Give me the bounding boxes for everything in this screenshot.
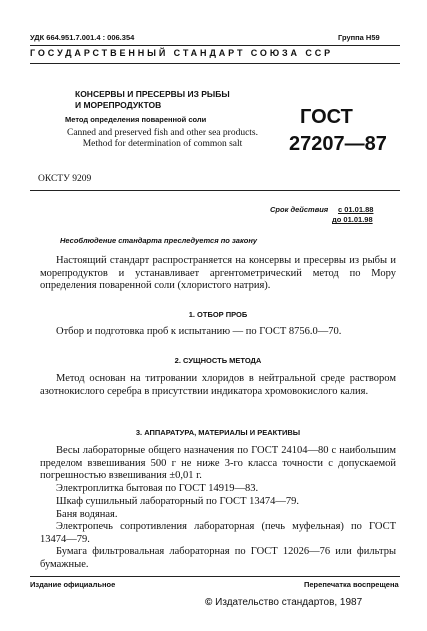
section-2-text: Метод основан на титровании хлоридов в нейтральной среде раствором азотнокислого серебра в присутствии индикатора хромовокислого калия. [40,373,396,397]
banner-bottom-rule [30,63,400,64]
gost-number: 27207—87 [289,133,387,155]
equipment-item: Бумага фильтровальная лабораторная по ГОСТ 12026—76 или фильтры бумажные. [40,546,396,570]
intro-paragraph: Настоящий стандарт распространяется на консервы и пресервы из рыбы и морепродуктов и устанавливает аргентометрический метод по Мору определения поваренной соли (хлористого натрия). [40,255,396,291]
official-edition-label: Издание официальное [30,580,116,589]
gost-label: ГОСТ [300,106,353,128]
title-line-1: КОНСЕРВЫ И ПРЕСЕРВЫ ИЗ РЫБЫ [75,89,230,99]
validity-label: Срок действия [270,205,329,214]
okstu-code: ОКСТУ 9209 [38,174,92,184]
title-line-2: И МОРЕПРОДУКТОВ [75,100,162,110]
legal-notice: Несоблюдение стандарта преследуется по закону [60,236,258,245]
equipment-item: Шкаф сушильный лабораторный по ГОСТ 13474—79. [56,496,299,507]
copyright-line [205,597,362,608]
banner-title: ГОСУДАРСТВЕННЫЙ СТАНДАРТ СОЮЗА ССР [30,48,334,58]
method-subtitle: Метод определения поваренной соли [65,115,207,124]
section-1-text: Отбор и подготовка проб к испытанию — по ГОСТ 8756.0—70. [56,326,342,337]
validity-to: до 01.01.98 [332,215,373,224]
standard-title [75,89,255,111]
footer-rule [30,576,400,577]
equipment-item: Электроплитка бытовая по ГОСТ 14919—83. [56,483,259,494]
english-title [40,128,285,149]
equipment-item: Электропечь сопротивления лабораторная (печь муфельная) по ГОСТ 13474—79. [40,521,396,545]
section-heading-3: 3. АППАРАТУРА, МАТЕРИАЛЫ И РЕАКТИВЫ [135,428,301,437]
banner-top-rule [30,45,400,46]
section-heading-2: 2. СУЩНОСТЬ МЕТОДА [174,356,262,365]
english-title-line-2: Method for determination of common salt [82,138,243,149]
equipment-item: Баня водяная. [56,509,118,520]
group-code: Группа Н59 [338,33,380,42]
copyright-text: Издательство стандартов, 1987 [215,597,363,608]
validity-from: с 01.01.88 [338,205,374,214]
section-divider [30,190,400,191]
copyright-icon: © [205,597,213,608]
section-heading-1: 1. ОТБОР ПРОБ [188,310,248,319]
udk-code: УДК 664.951.7.001.4 : 006.354 [30,33,135,42]
equipment-item: Весы лабораторные общего назначения по ГОСТ 24104—80 с наибольшим пределом взвешивания 500 г не ниже 3-го класса точности с допускаемой погрешностью взвешивания ±0,01 г. [40,445,396,481]
english-title-line-1: Canned and preserved fish and other sea products. [67,128,258,138]
reprint-notice: Перепечатка воспрещена [304,580,399,589]
